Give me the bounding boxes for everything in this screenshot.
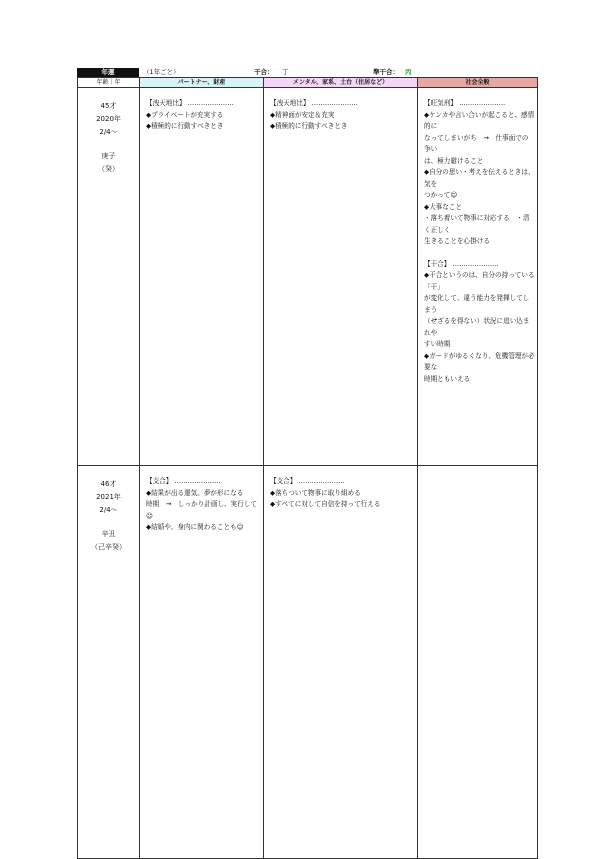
year-fortune-tag: 年運 (77, 68, 139, 77)
cell-line: ◆結婚や、身内に関わることも☺ (146, 523, 244, 531)
cell-line: 【洩天地比】 ………………… (270, 99, 358, 107)
cell-line: ◆結果が出る運気。夢が形になる (146, 488, 244, 497)
year-fortune-sheet (77, 68, 537, 859)
cell-line: 【旺気刑】 ………………… (424, 99, 506, 107)
kango-value: 丁 (282, 68, 289, 76)
year-line: 2020年 (96, 115, 121, 123)
cell-line: が変化して、違う能力を発揮してしまう (424, 294, 530, 314)
partner-cell (140, 88, 264, 466)
cell-line: （せざるを得ない）状況に追い込まれや (424, 317, 530, 337)
zoukan-line: （己辛癸） (91, 543, 126, 551)
cell-line: ◆大事なこと (424, 202, 463, 211)
cell-line: ◆落ちついて物事に取り組める (270, 488, 361, 497)
cell-line: すい時期 (424, 340, 451, 348)
cell-line: 【支合】 ………………… (146, 477, 221, 485)
col-age-year: 年齢｜年 (78, 78, 140, 88)
period-note: （1年ごと） (143, 68, 180, 76)
cell-line: 【洩天地比】 ………………… (146, 99, 234, 107)
cell-line: ◆ケンカや言い合いが起こると、感情的に (424, 110, 535, 130)
cell-line: ☺ (146, 511, 153, 520)
kango-label: 干合： (254, 68, 274, 76)
cell-line: ・落ち着いて物事に対応する ・清く正しく (424, 214, 530, 234)
society-cell (418, 88, 538, 466)
cell-line: なってしまいがち → 仕事面での争い (424, 133, 529, 153)
col-partner: パートナー、財産 (140, 78, 264, 88)
column-header-row (78, 78, 538, 88)
age-cell (78, 88, 140, 466)
col-mental: メンタル、家系、土台（住居など） (264, 78, 418, 88)
table-row (78, 88, 538, 466)
cell-line: 時期 → しっかり計画し、実行して (146, 500, 258, 508)
cell-line: ◆プライベートが充実する (146, 110, 224, 119)
fortune-table (77, 77, 538, 859)
cell-line: は、極力避けること (424, 156, 484, 165)
cell-line: つかって☺ (424, 191, 458, 199)
cell-line: ◆積極的に行動すべきとき (270, 122, 348, 130)
cell-line: 生きることを心掛ける (424, 237, 490, 245)
partner-cell (140, 466, 264, 859)
cell-line: 時期ともいえる (424, 374, 471, 383)
zoukan-line: （癸） (98, 165, 119, 173)
year-line: 2021年 (96, 493, 121, 501)
junkango-value: 丙 (405, 68, 412, 76)
cell-line: ◆精神面が安定＆充実 (270, 110, 335, 119)
mental-cell (264, 88, 418, 466)
society-cell (418, 466, 538, 859)
cell-line: ◆積極的に行動すべきとき (146, 122, 224, 130)
kanshi-line: 辛丑 (101, 530, 116, 538)
cell-line: ◆ガードがゆるくなり、危機管理が必要な (424, 351, 535, 371)
header-row (77, 68, 537, 77)
kanshi-line: 庚子 (101, 152, 116, 160)
age-line: 45才 (100, 102, 117, 110)
cell-line: 【支合】 ………………… (270, 477, 345, 485)
age-cell (78, 466, 140, 859)
cell-line: ◆干合というのは、自分の持っている「干」 (424, 271, 535, 291)
age-line: 46才 (100, 480, 117, 488)
cell-line: 【干合】 ………………… (424, 259, 499, 268)
table-row (78, 466, 538, 859)
junkango-label: 準干合： (373, 68, 399, 76)
col-society: 社会全般 (418, 78, 538, 88)
cell-line: ◆自分の思い・考えを伝えるときは、気を (424, 168, 535, 188)
date-line: 2/4～ (99, 506, 118, 514)
mental-cell (264, 466, 418, 859)
date-line: 2/4～ (99, 128, 118, 136)
cell-line: ◆すべてに対して自信を持って行える (270, 500, 381, 508)
